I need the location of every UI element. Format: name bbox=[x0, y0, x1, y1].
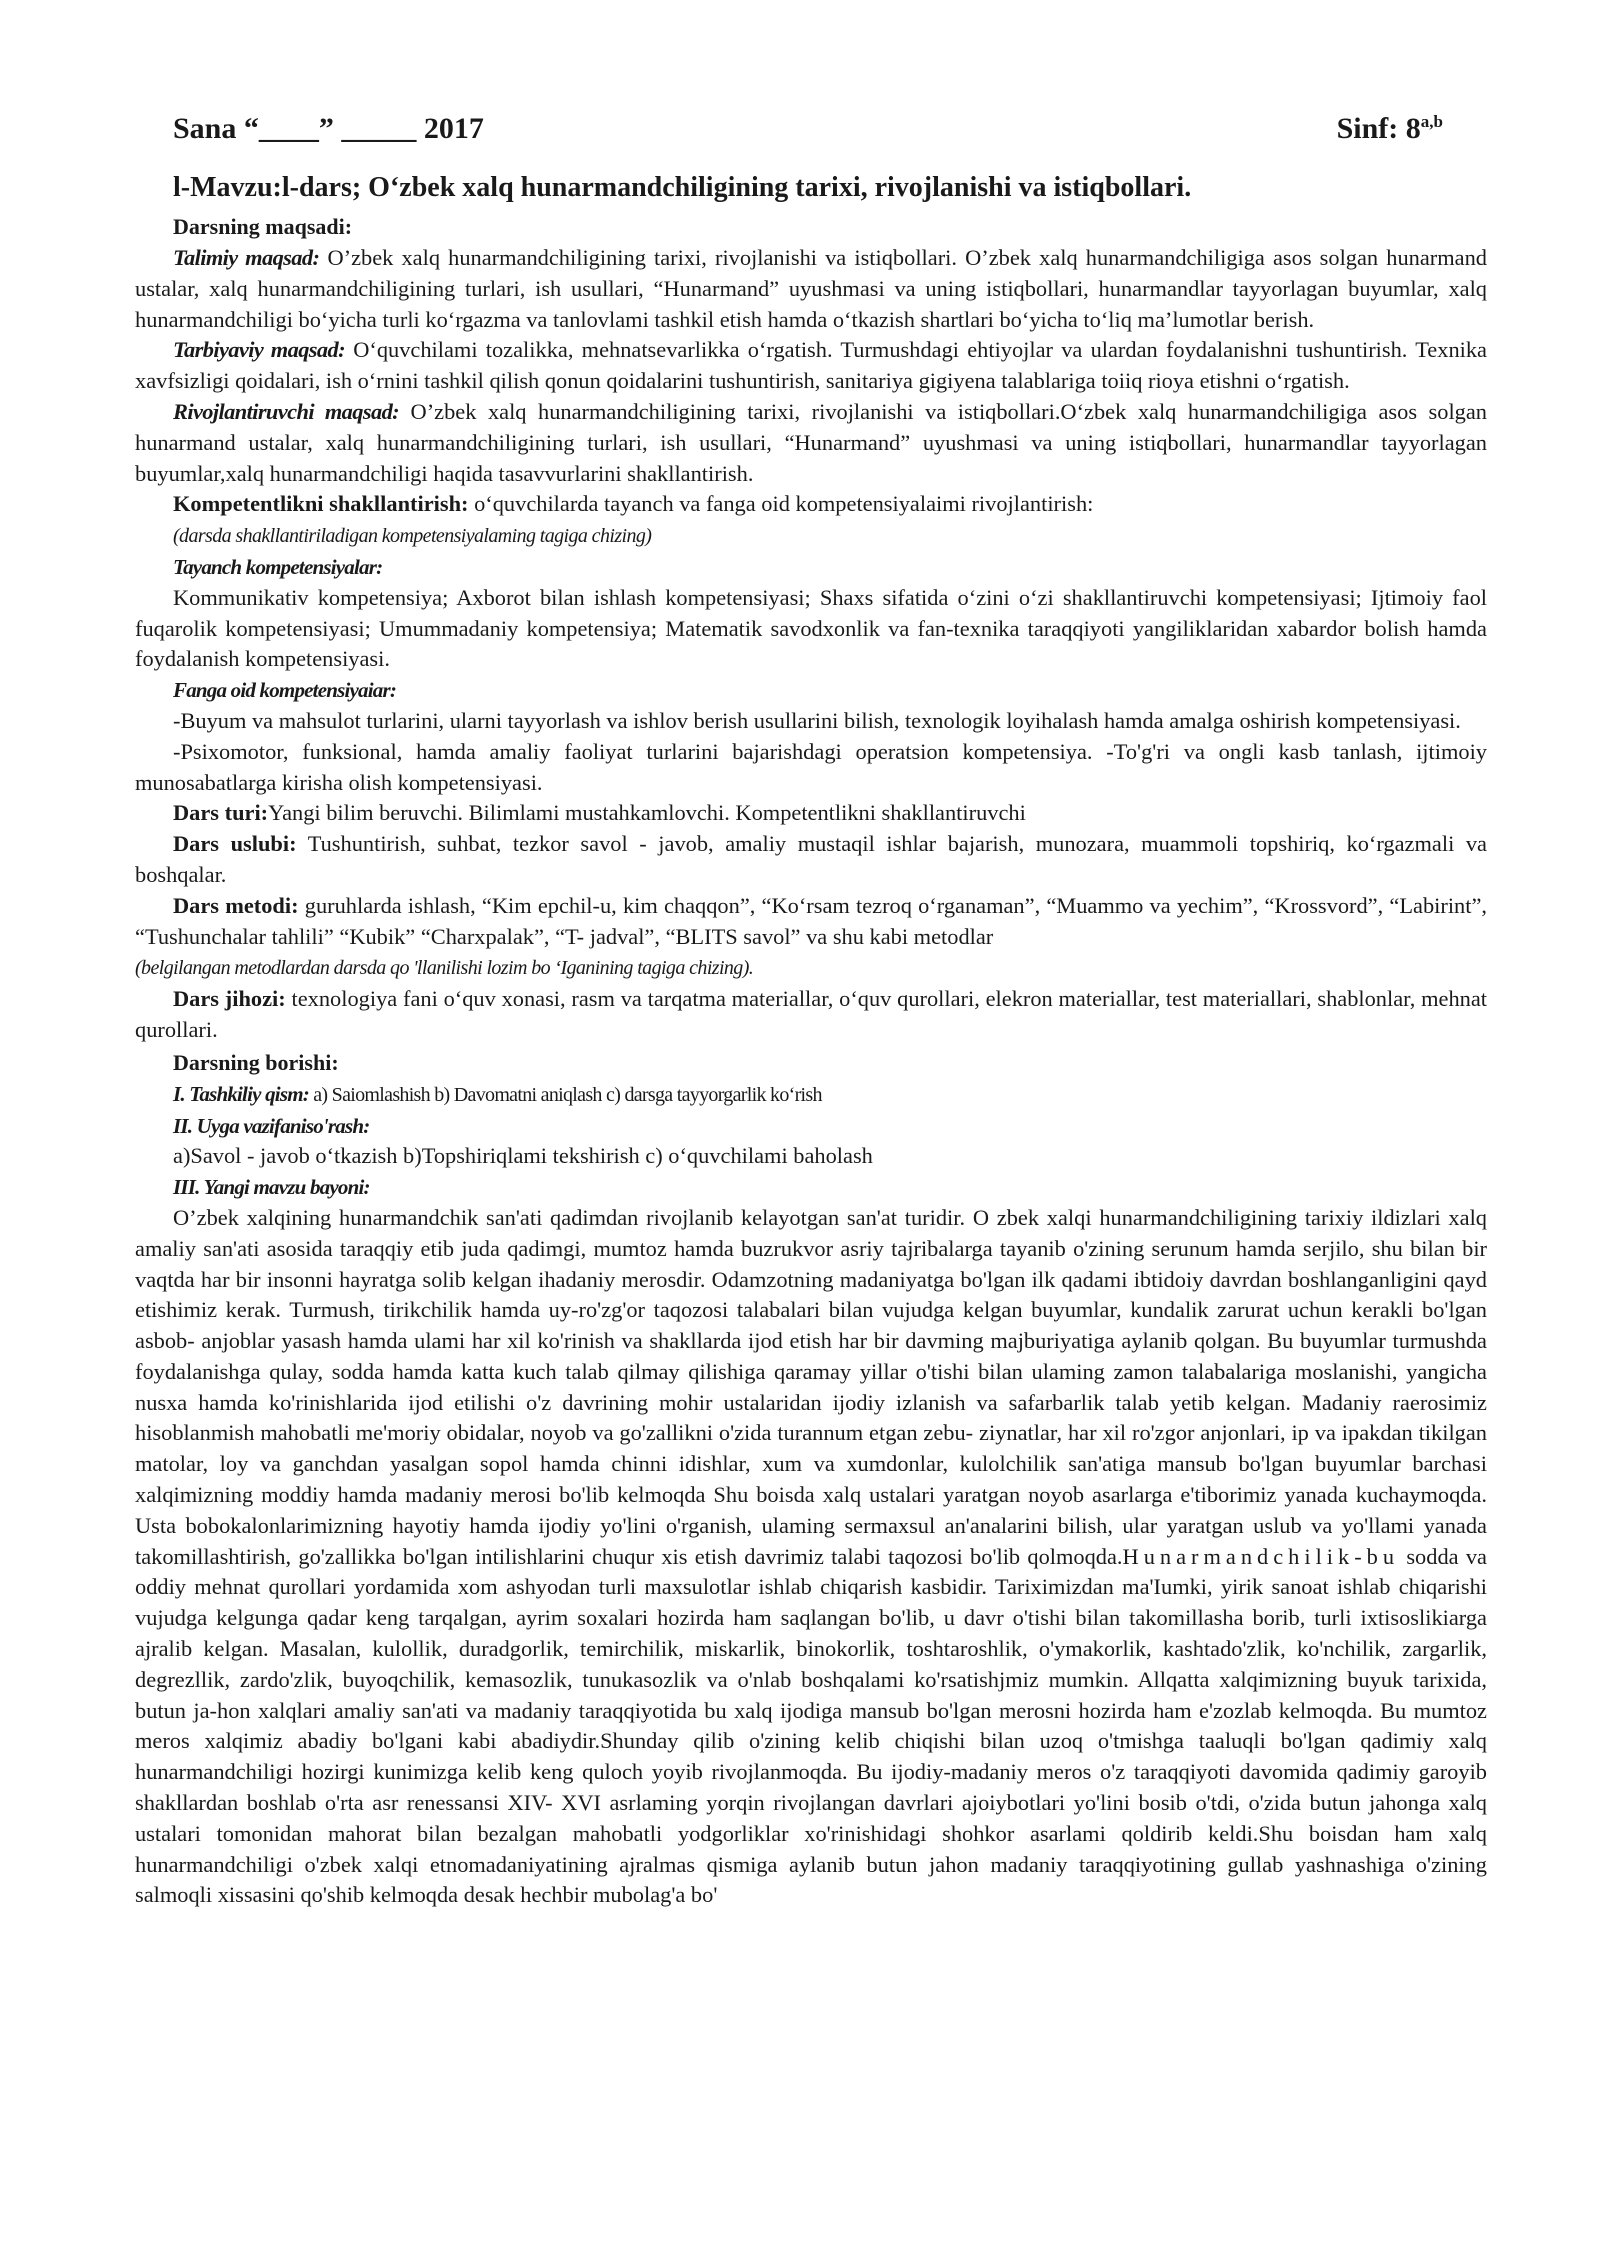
dars-jihozi-label: Dars jihozi: bbox=[173, 986, 286, 1012]
tarbiyaviy-text: O‘quvchilami tozalikka, mehnatsevarlikka o‘rgatish. Turmushdagi ehtiyojlar va ulardan foydalanishni tushuntirish. Texnika xavfsizligi qoidalari, ish o‘rnini tashkil qilish qonun qoidalarini tushuntirish, sanitariya gigiyena talablariga toiiq rioya etishni o‘rgatish. bbox=[135, 337, 1487, 394]
rivojlantiruvchi-text: O’zbek xalq hunarmandchiligining tarixi, rivojlanishi va istiqbollari.O‘zbek xalq hunarmandchiligiga asos solgan hunarmand ustalar, xalq hunarmandchiligining turlari, ish usullari, “Hunarmand” uyushmasi va uning istiqbollari, hunarmandlar tayyorlagan buyumlar,xalq hunarmandchiligi haqida tasavvurlarini shakllantirish. bbox=[135, 398, 1487, 486]
dars-uslubi-text: Tushuntirish, suhbat, tezkor savol - javob, amaliy mustaqil ishlar bajarish, munozara, muammoli topshiriq, ko‘rgazmali va boshqalar. bbox=[135, 831, 1487, 887]
stage-3-body bbox=[135, 1203, 1487, 1911]
dars-metodi-label: Dars metodi: bbox=[173, 892, 299, 918]
rivojlantiruvchi-label: Rivojlantiruvchi maqsad: bbox=[173, 398, 400, 424]
talimiy-text: O’zbek xalq hunarmandchiligining tarixi, rivojlanishi va istiqbollari. O’zbek xalq hunarmandchiligiga asos solgan hunarmand ustalar, xalq hunarmandchiligining turlari, ish usullari, “Hunarmand” uyushmasi va uning istiqbollari, hunarmandlar tayyorlagan buyumlar, xalq hunarmandchiligi bo‘yicha turli ko‘rgazma va tanlovlami tashkil etish hamda o‘tkazish shartlari bo‘yicha to‘liq ma’lumotlar berish. bbox=[135, 245, 1487, 332]
goals-heading: Darsning maqsadi: bbox=[173, 214, 353, 239]
dars-uslubi-paragraph bbox=[135, 829, 1487, 891]
kompetentlik-paragraph bbox=[135, 489, 1487, 520]
dars-metodi-text: guruhlarda ishlash, “Kim epchil-u, kim chaqqon”, “Ko‘rsam tezroq o‘rganaman”, “Muammo va yechim”, “Krossvord”, “Labirint”, “Tushunchalar tahlili” “Kubik” “Charxpalak”, “T- jadval”, “BLITS savol” va shu kabi metodlar bbox=[135, 892, 1487, 949]
kompetentlik-note-line bbox=[135, 520, 1487, 552]
stage-2-heading-line bbox=[135, 1111, 1487, 1142]
grade-label bbox=[1337, 112, 1443, 146]
dars-metodi-note: (belgilangan metodlardan darsda qo 'llanilishi lozim bo ‘Iganining tagiga chizing). bbox=[135, 957, 754, 980]
dars-turi-text: Yangi bilim beruvchi. Bilimlami mustahkamlovchi. Kompetentlikni shakllantiruvchi bbox=[268, 800, 1026, 826]
rivojlantiruvchi-paragraph bbox=[135, 397, 1487, 489]
stage-3-text-a: O’zbek xalqining hunarmandchik san'ati qadimdan rivojlanib kelayotgan san'at turidir. O zbek xalqi hunarmandchiligining tarixiy ildizlari xalq amaliy san'ati asosida taraqqiy etib juda qadimgi, mumtoz hamda buzrukvor asriy tajribalarga tayanib o'zining serunum hamda serjilo, shu bilan bir vaqtda har bir insonni hayratga solib kelgan ihadaniy merosdir. Odamzotning madaniyatga bo'lgan ilk qadami ibtidoiy davrdan boshlanganligini qayd etishimiz kerak. Turmush, tirikchilik hamda uy-ro'zg'or taqozosi talabalari bilan vujudga kelgan buyumlar, kundalik zarurat uchun kerakli bo'lgan asbob- anjoblar yasash hamda ulami har xil ko'rinish va shakllarda ijod etish har bir davming majburiyatiga aylanib qolgan. Bu buyumlar turmushda foydalanishga qulay, sodda hamda katta kuch talab qilmay qilishiga qaramay yillar o'tishi bilan ulaming zamon talabalariga moslanishi, yangicha nusxa hamda ko'rinishlarida ijod etilishi o'z davrining mohir ustalaridan ijodiy izlanish va safarbarlik talab yetib kelgan. Madaniy raerosimiz hisoblanmish mahobatli me'moriy obidalar, noyob va go'zallikni o'zida turannum etgan zebu- ziynatlar, har xil ro'zgor anjonlari, ip va ipakdan tikilgan matolar, loy va ganchdan yasalgan sopol hamda chinni idishlar, xum va xumdonlar, kulolchilik san'atiga mansub bo'lgan buyumlar barchasi xalqimizning moddiy hamda madaniy merosi bo'lib kelmoqda Shu boisda xalq ustalari yaratgan noyob asarlarga e'tiborimiz yanada kuchaymoqda. Usta bobokalonlarimizning hayotiy hamda ijodiy yo'lini o'rganish, ulaming sermaxsul an'analarini bilish, ular yaratgan uslub va yo'llami yanada takomillashtirish, go'zallikka bo'lgan intilishlarini chuqur xis etish davrimiz talabi taqozosi bo'lib qolmoqda. bbox=[135, 1204, 1487, 1569]
fanga-item-1: -Buyum va mahsulot turlarini, ularni tayyorlash va ishlov berish usullarini bilish, texnologik loyihalash hamda amalga oshirish kompetensiyasi. bbox=[173, 707, 1461, 733]
fanga-item-2: -Psixomotor, funksional, hamda amaliy faoliyat turlarini bajarishdagi operatsion kompetensiya. -To'g'ri va ongli kasb tanlash, ijtimoiy munosabatlarga kirisha olish kompetensiyasi. bbox=[135, 738, 1487, 795]
stage-1-label: I. Tashkiliy qism: bbox=[173, 1081, 309, 1106]
tayanch-label: Tayanch kompetensiyalar: bbox=[173, 554, 383, 579]
lesson-plan-page bbox=[135, 112, 1487, 1911]
tarbiyaviy-label: Tarbiyaviy maqsad: bbox=[173, 337, 345, 363]
kompetentlik-text: o‘quvchilarda tayanch va fanga oid kompetensiyalaimi rivojlantirish: bbox=[468, 491, 1094, 517]
tayanch-heading-line bbox=[135, 552, 1487, 583]
tayanch-text: Kommunikativ kompetensiya; Axborot bilan ishlash kompetensiyasi; Shaxs sifatida o‘zini o‘zi shakllantiruvchi kompetensiyasi; Ijtimoiy faol fuqarolik kompetensiyasi; Umummadaniy kompetensiya; Matematik savodxonlik va fan-texnika taraqqiyoti yangiliklaridan xabardor bolish hamda foydalanish kompetensiyasi. bbox=[135, 584, 1487, 672]
borishi-heading: Darsning borishi: bbox=[173, 1049, 339, 1075]
kompetentlik-label: Kompetentlikni shakllantirish: bbox=[173, 491, 469, 517]
stage-3-spaced-term: Hunarmandchilik-bu bbox=[1122, 1543, 1400, 1569]
stage-2-text: a)Savol - javob o‘tkazish b)Topshiriqlami tekshirish c) o‘quvchilami baholash bbox=[173, 1143, 873, 1169]
dars-turi-paragraph bbox=[135, 798, 1487, 829]
stage-1-line bbox=[135, 1079, 1487, 1111]
stage-2-label: II. Uyga vazifaniso'rash: bbox=[173, 1113, 370, 1138]
page-header bbox=[173, 112, 1443, 146]
fanga-heading-line bbox=[135, 675, 1487, 706]
tarbiyaviy-paragraph bbox=[135, 335, 1487, 397]
talimiy-label: Talimiy maqsad: bbox=[173, 245, 320, 270]
talimiy-paragraph bbox=[135, 243, 1487, 335]
dars-turi-label: Dars turi: bbox=[173, 800, 269, 826]
lesson-title: l-Mavzu:l-dars; O‘zbek xalq hunarmandchiligining tarixi, rivojlanishi va istiqbollari. bbox=[173, 172, 1192, 203]
dars-metodi-note-line bbox=[135, 952, 1487, 984]
fanga-label: Fanga oid kompetensiyaiar: bbox=[173, 678, 397, 703]
date-line: Sana “____” _____ 2017 bbox=[173, 112, 484, 145]
dars-jihozi-paragraph bbox=[135, 984, 1487, 1046]
stage-3-label: III. Yangi mavzu bayoni: bbox=[173, 1175, 370, 1200]
kompetentlik-note: (darsda shakllantiriladigan kompetensiyalaming tagiga chizing) bbox=[173, 525, 652, 548]
dars-uslubi-label: Dars uslubi: bbox=[173, 831, 297, 857]
dars-jihozi-text: texnologiya fani o‘quv xonasi, rasm va tarqatma materiallar, o‘quv qurollari, elekron materiallar, test materiallari, shablonlar, mehnat qurollari. bbox=[135, 986, 1487, 1042]
stage-3-text-b: sodda va oddiy mehnat qurollari yordamida xom ashyodan turli maxsulotlar ishlab chiqarish kasbidir. Tariximizdan ma'Iumki, yirik sanoat ishlab chiqarishi vujudga kelgunga qadar keng tarqalgan, ayrim soxalari hozirda ham saqlangan bo'lib, u davr o'tishi bilan takomillasha borib, turli ixtisoslikiarga ajralib kelgan. Masalan, kulollik, duradgorlik, temirchilik, miskarlik, binokorlik, toshtaroshlik, o'ymakorlik, kashtado'zlik, ko'nchilik, zargarlik, degrezllik, zardo'zlik, buyoqchilik, kemasozlik, tunukasozlik va o'nlab boshqalami ko'rsatishjmiz mumkin. Allqatta xalqimizning buyuk tarixida, butun ja-hon xalqlari amaliy san'ati va madaniy taraqqiyotida bu xalq ijodiga mansub bo'lgan merosni hozirda ham e'zozlab kelmoqda. Bu mumtoz meros xalqimiz abadiy bo'lgani kabi abadiydir.Shunday qilib o'zining kelib chiqishi bilan uzoq o'tmishga taaluqli bo'lgan qadimiy xalq hunarmandchiligi hozirgi kunimizga kelib keng quloch yoyib rivojlanmoqda. Bu ijodiy-madaniy meros o'z taraqqiyoti davomida qadimiy garoyib shakllardan boshlab o'rta asr renessansi XIV- XVI asrlaming yorqin rivojlangan davrlari ajoiybotlari yo'lini bosib o'tdi, o'zida butun jahonga xalq ustalari tomonidan mahorat bilan bezalgan mahobatli yodgorliklar xo'rinishidagi shohkor asarlami qoldirib keldi.Shu boisdan ham xalq hunarmandchiligi o'zbek xalqi etnomadaniyatining ajralmas qismiga aylanib butun jahon madaniy taraqqiyotining gullab yashnashiga o'zining salmoqli xissasini qo'shib kelmoqda desak hechbir mubolag'a bo' bbox=[135, 1543, 1487, 1908]
dars-metodi-paragraph bbox=[135, 891, 1487, 953]
stage-3-heading-line bbox=[135, 1172, 1487, 1203]
stage-1-text: a) Saiomlashish b) Davomatni aniqlash c) darsga tayyorgarlik ko‘rish bbox=[308, 1083, 822, 1106]
grade-superscript: a,b bbox=[1420, 112, 1443, 131]
grade-text: Sinf: 8 bbox=[1336, 112, 1421, 145]
